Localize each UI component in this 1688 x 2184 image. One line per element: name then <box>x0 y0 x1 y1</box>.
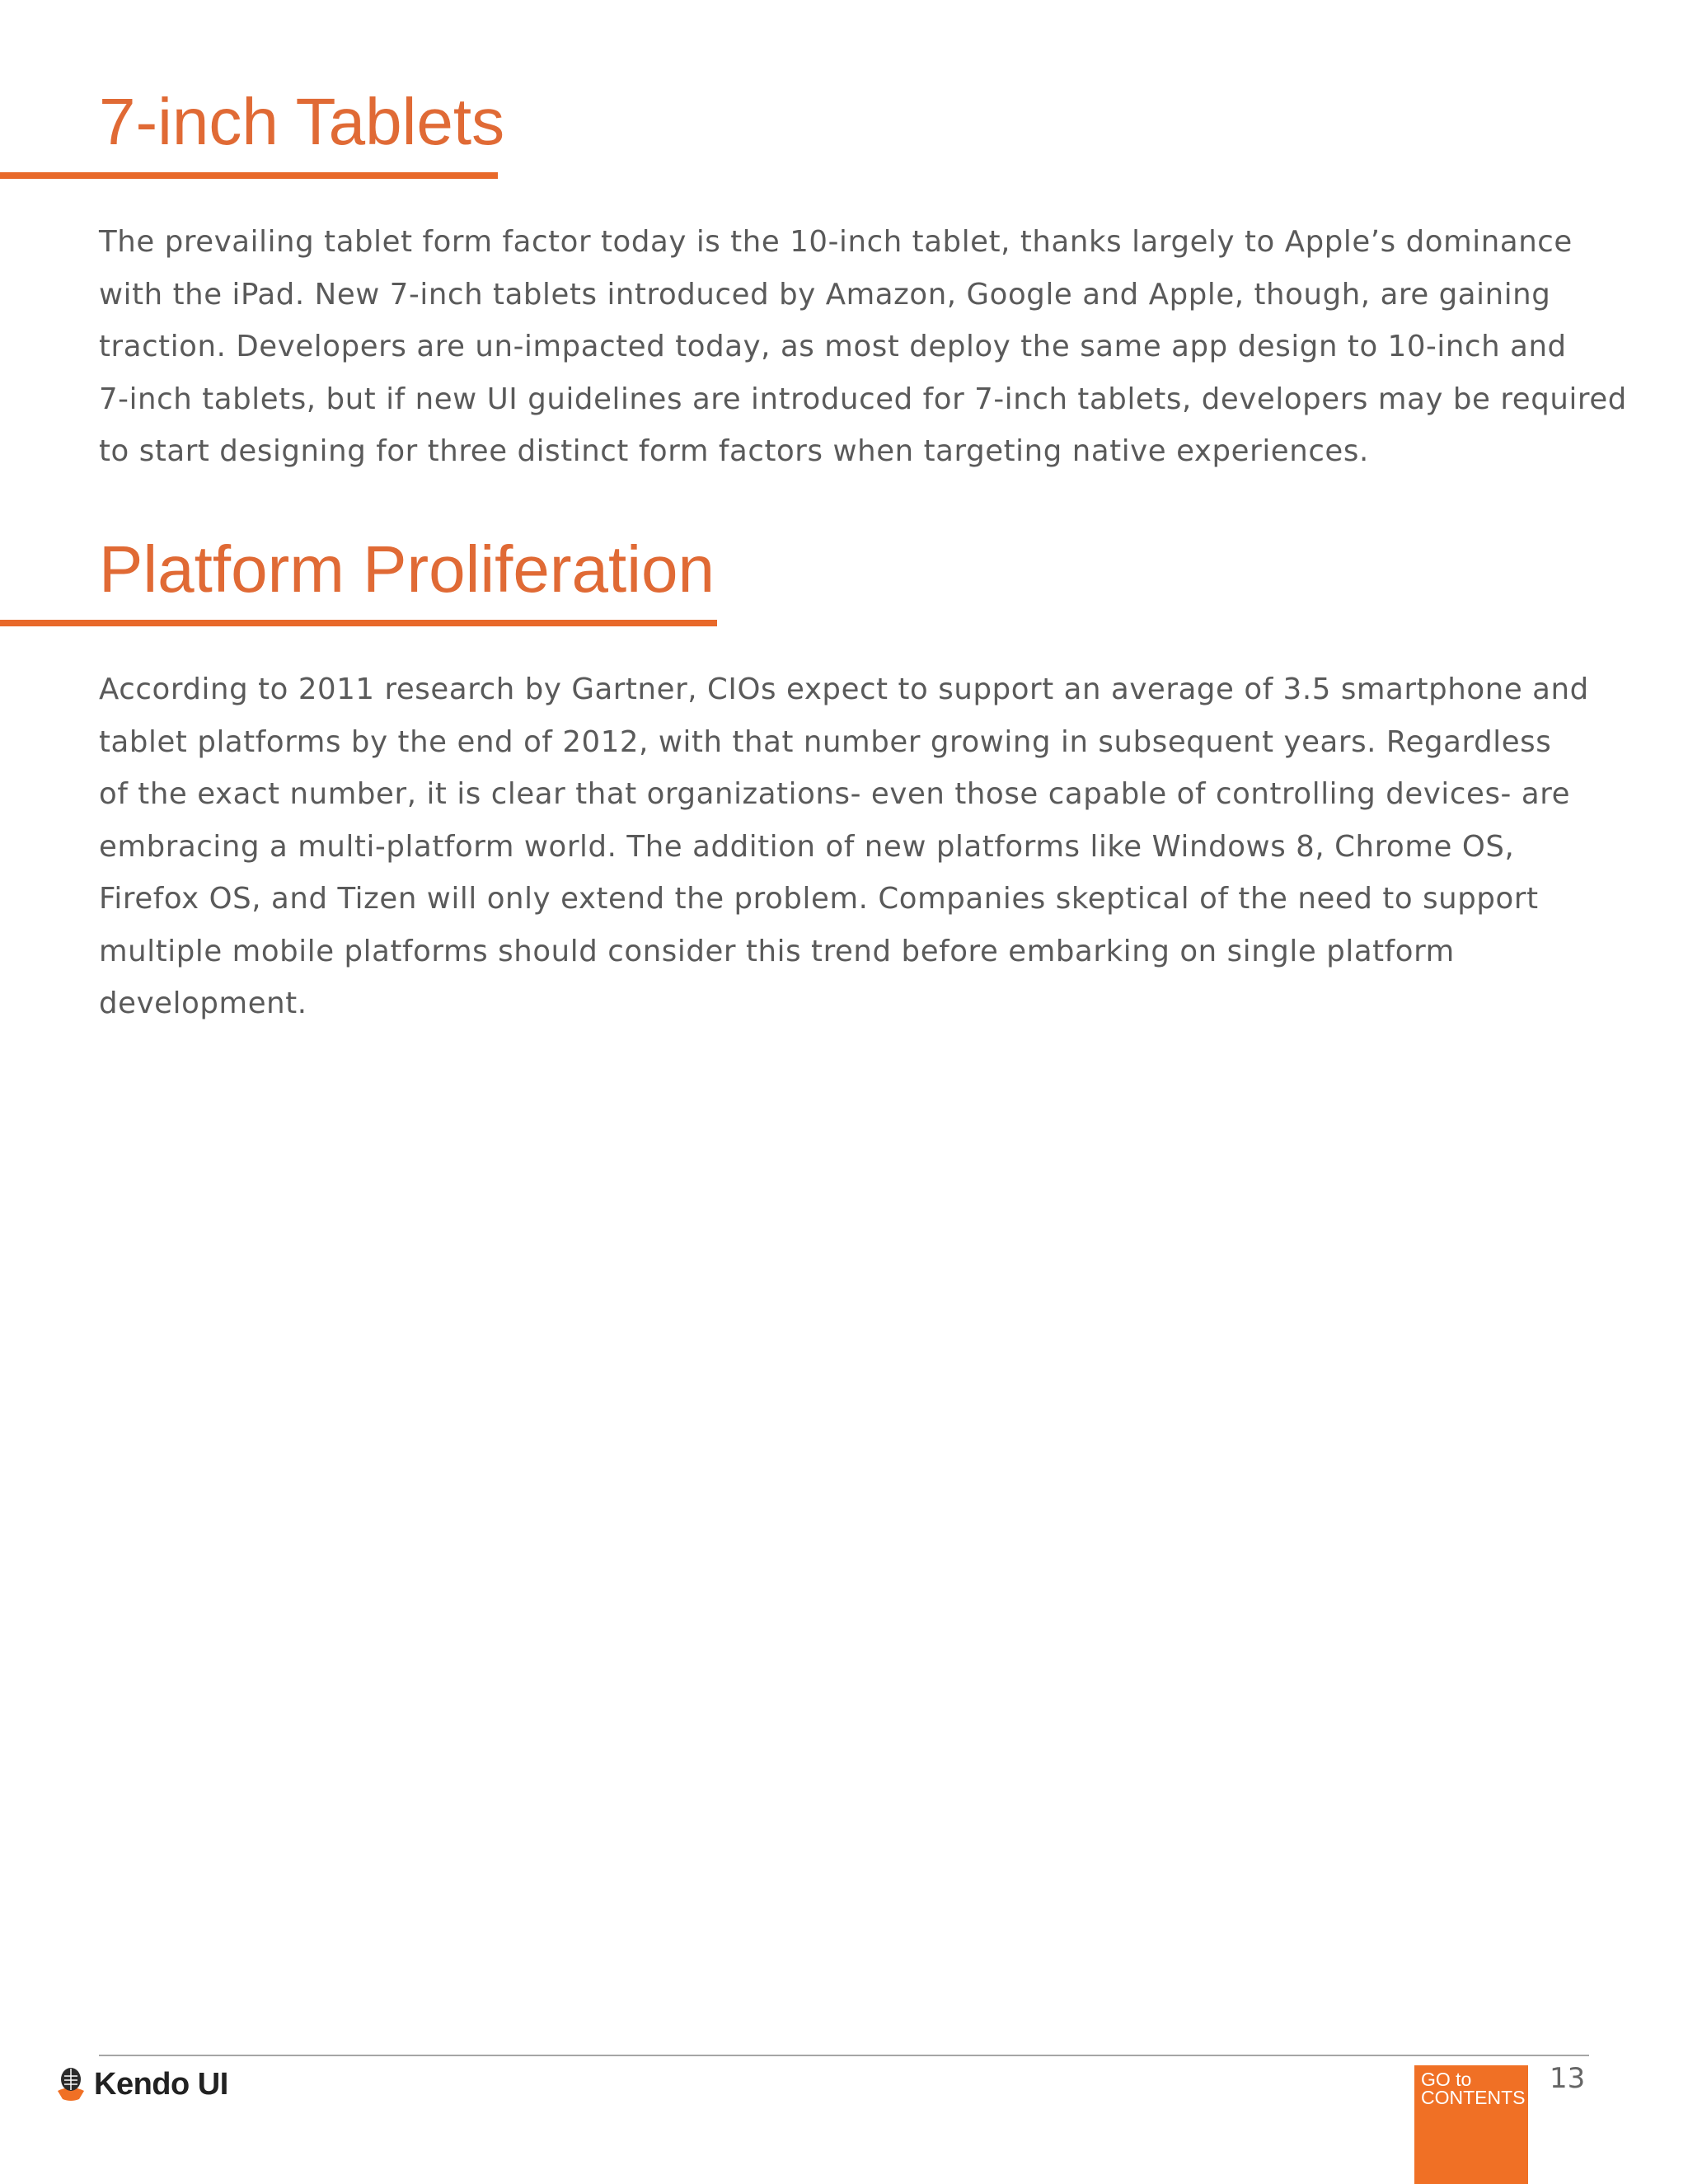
heading-underline <box>0 172 498 179</box>
heading-underline <box>0 620 717 626</box>
paragraph-line: to start designing for three distinct form factors when targeting native experiences. <box>99 434 1369 468</box>
kendo-ui-logo <box>54 2064 228 2104</box>
paragraph-line: embracing a multi-platform world. The addition of new platforms like Windows 8, Chrome OS, <box>99 829 1515 864</box>
paragraph-line: Firefox OS, and Tizen will only extend the problem. Companies skeptical of the need to support <box>99 882 1539 916</box>
paragraph-line: with the iPad. New 7-inch tablets introduced by Amazon, Google and Apple, though, are gaining <box>99 277 1551 312</box>
paragraph-line: tablet platforms by the end of 2012, with that number growing in subsequent years. Regardless <box>99 724 1552 759</box>
go-to-contents-button[interactable] <box>1414 2065 1528 2184</box>
paragraph-line: of the exact number, it is clear that organizations- even those capable of controlling devices- are <box>99 777 1571 811</box>
page-number: 13 <box>1550 2062 1586 2095</box>
paragraph-line: traction. Developers are un-impacted today, as most deploy the same app design to 10-inch and <box>99 330 1567 363</box>
section-heading-platform-proliferation: Platform Proliferation <box>99 532 715 606</box>
paragraph-line: The prevailing tablet form factor today is the 10-inch tablet, thanks largely to Apple’s dominance <box>99 225 1573 259</box>
paragraph-line: development. <box>99 987 307 1020</box>
footer-divider <box>99 2055 1589 2056</box>
goto-label-line2: CONTENTS <box>1421 2087 1526 2108</box>
paragraph-7-inch-tablets <box>99 216 1627 478</box>
goto-label-line1: GO to <box>1421 2069 1472 2090</box>
logo-text: Kendo UI <box>94 2066 228 2102</box>
section-heading-7-inch-tablets: 7-inch Tablets <box>99 85 505 158</box>
paragraph-line: multiple mobile platforms should consider this trend before embarking on single platform <box>99 934 1455 968</box>
kendo-mask-icon <box>54 2066 87 2102</box>
paragraph-line: 7-inch tablets, but if new UI guidelines are introduced for 7-inch tablets, developers may be required <box>99 382 1627 416</box>
paragraph-line: According to 2011 research by Gartner, CIOs expect to support an average of 3.5 smartphone and <box>99 673 1589 706</box>
paragraph-platform-proliferation <box>99 663 1599 1030</box>
